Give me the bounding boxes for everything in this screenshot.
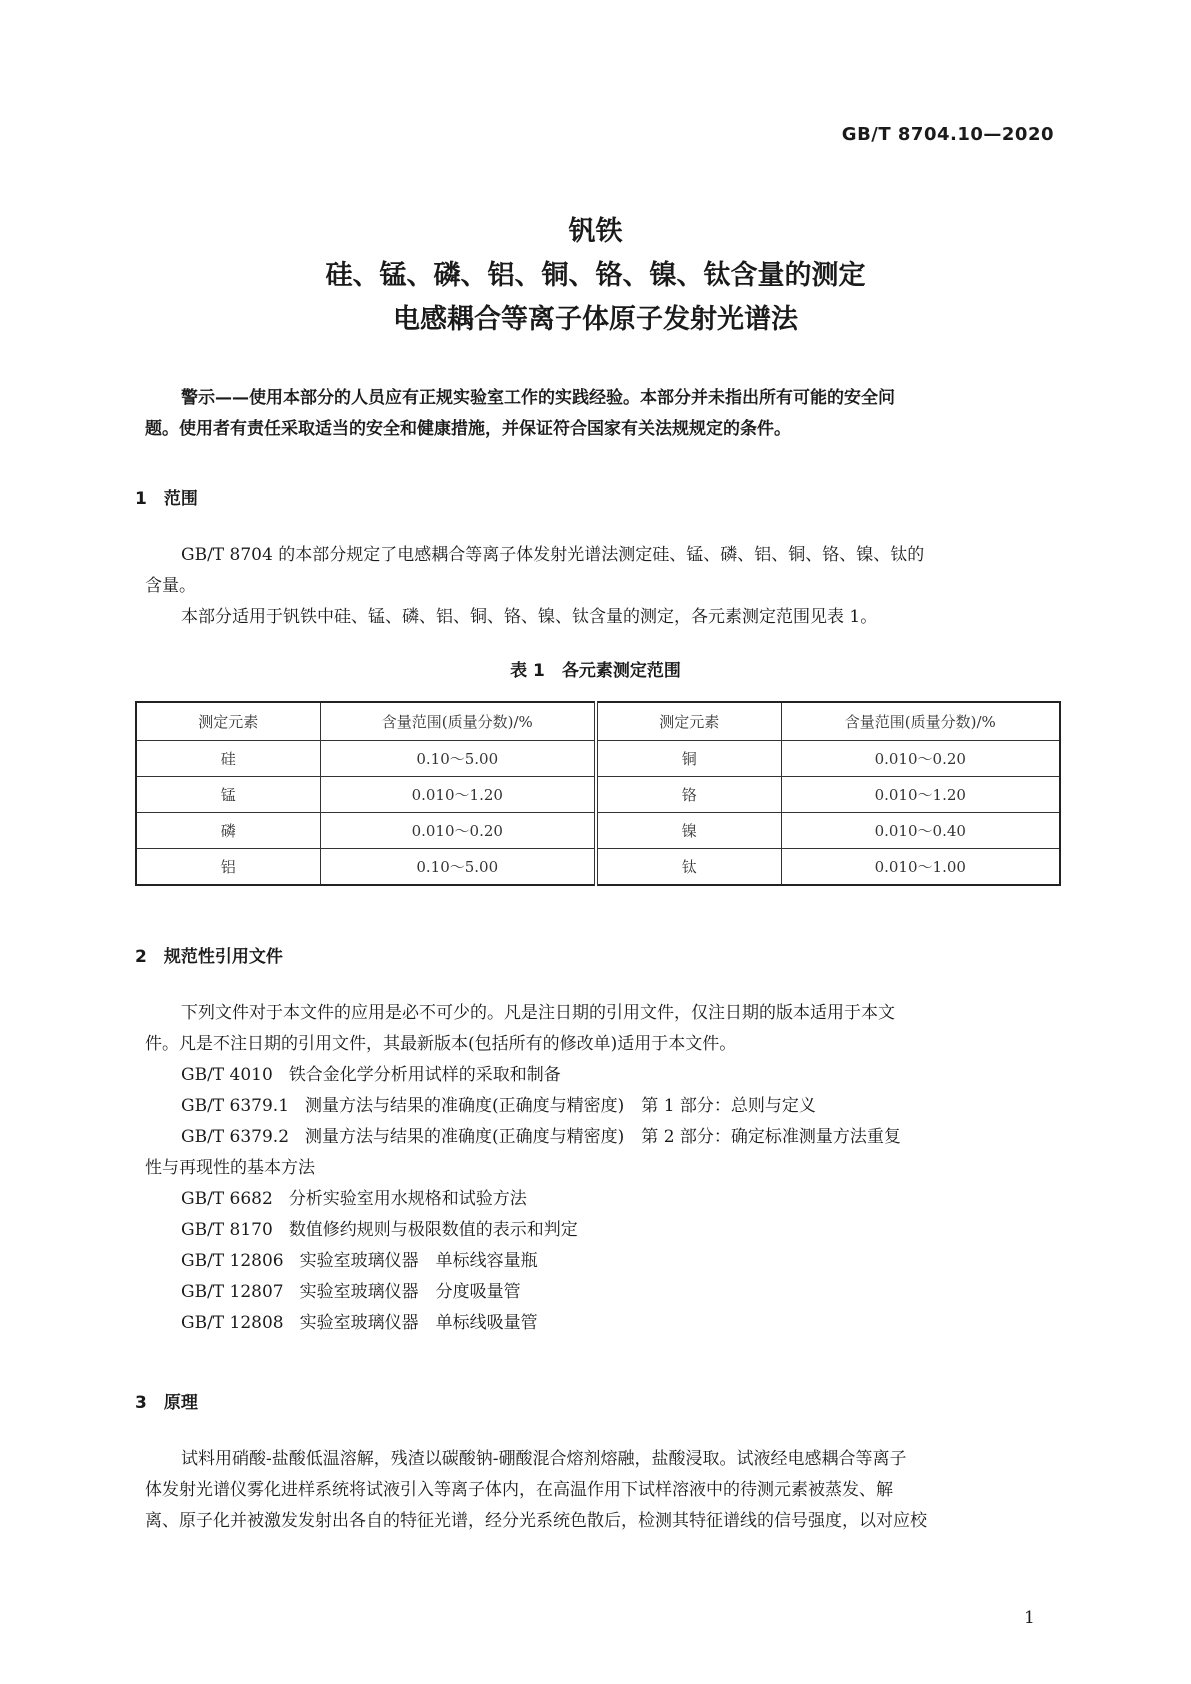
reference-code: GB/T 12806 bbox=[181, 1251, 284, 1271]
table-cell: 铬 bbox=[596, 777, 781, 813]
reference-title: 数值修约规则与极限数值的表示和判定 bbox=[288, 1220, 578, 1240]
reference-title: 测量方法与结果的准确度(正确度与精密度) 第 1 部分：总则与定义 bbox=[305, 1096, 816, 1116]
title-line-3: 电感耦合等离子体原子发射光谱法 bbox=[393, 304, 798, 335]
reference-code: GB/T 12808 bbox=[181, 1313, 284, 1333]
page-number: 1 bbox=[1024, 1608, 1035, 1628]
reference-code: GB/T 6379.1 bbox=[181, 1096, 290, 1116]
reference-item bbox=[181, 1091, 816, 1122]
section-3-line-2: 体发射光谱仪雾化进样系统将试液引入等离子体内，在高温作用下试样溶液中的待测元素被蒸发、解 bbox=[145, 1480, 893, 1500]
table-header-cell: 含量范围(质量分数)/% bbox=[320, 702, 596, 741]
table-cell: 0.010～1.00 bbox=[781, 849, 1060, 886]
section-1-body bbox=[145, 540, 1055, 633]
table-cell: 镍 bbox=[596, 813, 781, 849]
table-cell: 0.10～5.00 bbox=[320, 741, 596, 777]
reference-item bbox=[181, 1277, 521, 1308]
table-cell: 0.010～0.20 bbox=[320, 813, 596, 849]
reference-continuation: 性与再现性的基本方法 bbox=[145, 1158, 315, 1178]
table-header-cell: 测定元素 bbox=[596, 702, 781, 741]
reference-item bbox=[181, 1215, 578, 1246]
table-cell: 钛 bbox=[596, 849, 781, 886]
reference-code: GB/T 6682 bbox=[181, 1189, 273, 1209]
reference-item bbox=[181, 1308, 538, 1339]
table-cell: 铜 bbox=[596, 741, 781, 777]
section-1-para-1-line-2: 含量。 bbox=[145, 576, 196, 596]
reference-item bbox=[181, 1246, 538, 1277]
table-header-cell: 含量范围(质量分数)/% bbox=[781, 702, 1060, 741]
section-1-heading: 1 范围 bbox=[135, 489, 198, 509]
warning-line-2: 题。使用者有责任采取适当的安全和健康措施，并保证符合国家有关法规规定的条件。 bbox=[145, 419, 791, 439]
reference-title: 实验室玻璃仪器 单标线吸量管 bbox=[299, 1313, 538, 1333]
reference-item bbox=[181, 1184, 527, 1215]
section-1-para-2: 本部分适用于钒铁中硅、锰、磷、铝、铜、铬、镍、钛含量的测定，各元素测定范围见表 1。 bbox=[181, 607, 878, 627]
reference-title: 铁合金化学分析用试样的采取和制备 bbox=[288, 1065, 561, 1085]
standard-number: GB/T 8704.10—2020 bbox=[841, 124, 1054, 145]
table-header-row bbox=[136, 702, 1060, 741]
reference-code: GB/T 12807 bbox=[181, 1282, 284, 1302]
table-cell: 硅 bbox=[136, 741, 320, 777]
table-row bbox=[136, 741, 1060, 777]
table-cell: 0.010～1.20 bbox=[320, 777, 596, 813]
section-2-heading: 2 规范性引用文件 bbox=[135, 947, 283, 967]
reference-code: GB/T 4010 bbox=[181, 1065, 273, 1085]
table-cell: 0.010～1.20 bbox=[781, 777, 1060, 813]
reference-title: 分析实验室用水规格和试验方法 bbox=[288, 1189, 527, 1209]
section-2-intro-line-2: 件。凡是不注日期的引用文件，其最新版本(包括所有的修改单)适用于本文件。 bbox=[145, 1034, 737, 1054]
reference-item bbox=[181, 1060, 561, 1091]
warning-paragraph bbox=[145, 383, 1055, 445]
reference-title: 测量方法与结果的准确度(正确度与精密度) 第 2 部分：确定标准测量方法重复 bbox=[305, 1127, 901, 1147]
title-line-1: 钒铁 bbox=[568, 216, 623, 247]
table-row bbox=[136, 813, 1060, 849]
table-cell: 0.10～5.00 bbox=[320, 849, 596, 886]
element-range-table bbox=[135, 701, 1061, 886]
table-row bbox=[136, 777, 1060, 813]
section-1-para-1-line-1: GB/T 8704 的本部分规定了电感耦合等离子体发射光谱法测定硅、锰、磷、铝、铜、铬、镍、钛的 bbox=[181, 545, 925, 565]
table-cell: 0.010～0.20 bbox=[781, 741, 1060, 777]
table-cell: 磷 bbox=[136, 813, 320, 849]
section-2-intro-line-1: 下列文件对于本文件的应用是必不可少的。凡是注日期的引用文件，仅注日期的版本适用于本文 bbox=[181, 1003, 895, 1023]
section-3-line-3: 离、原子化并被激发发射出各自的特征光谱，经分光系统色散后，检测其特征谱线的信号强度，以对应校 bbox=[145, 1511, 927, 1531]
reference-title: 实验室玻璃仪器 单标线容量瓶 bbox=[299, 1251, 538, 1271]
section-2-intro bbox=[145, 998, 1055, 1060]
table-cell: 锰 bbox=[136, 777, 320, 813]
warning-line-1: 警示——使用本部分的人员应有正规实验室工作的实践经验。本部分并未指出所有可能的安全问 bbox=[181, 388, 895, 408]
table-row bbox=[136, 849, 1060, 886]
table-header-cell: 测定元素 bbox=[136, 702, 320, 741]
section-3-line-1: 试料用硝酸-盐酸低温溶解，残渣以碳酸钠-硼酸混合熔剂熔融，盐酸浸取。试液经电感耦合等离子 bbox=[181, 1449, 907, 1469]
title-line-2: 硅、锰、磷、铝、铜、铬、镍、钛含量的测定 bbox=[325, 260, 866, 291]
reference-code: GB/T 6379.2 bbox=[181, 1127, 290, 1147]
reference-item bbox=[181, 1122, 901, 1153]
table-cell: 铝 bbox=[136, 849, 320, 886]
reference-title: 实验室玻璃仪器 分度吸量管 bbox=[299, 1282, 521, 1302]
reference-code: GB/T 8170 bbox=[181, 1220, 273, 1240]
section-3-body bbox=[145, 1444, 1055, 1537]
table-1-caption: 表 1 各元素测定范围 bbox=[510, 661, 681, 681]
section-3-heading: 3 原理 bbox=[135, 1393, 198, 1413]
table-cell: 0.010～0.40 bbox=[781, 813, 1060, 849]
